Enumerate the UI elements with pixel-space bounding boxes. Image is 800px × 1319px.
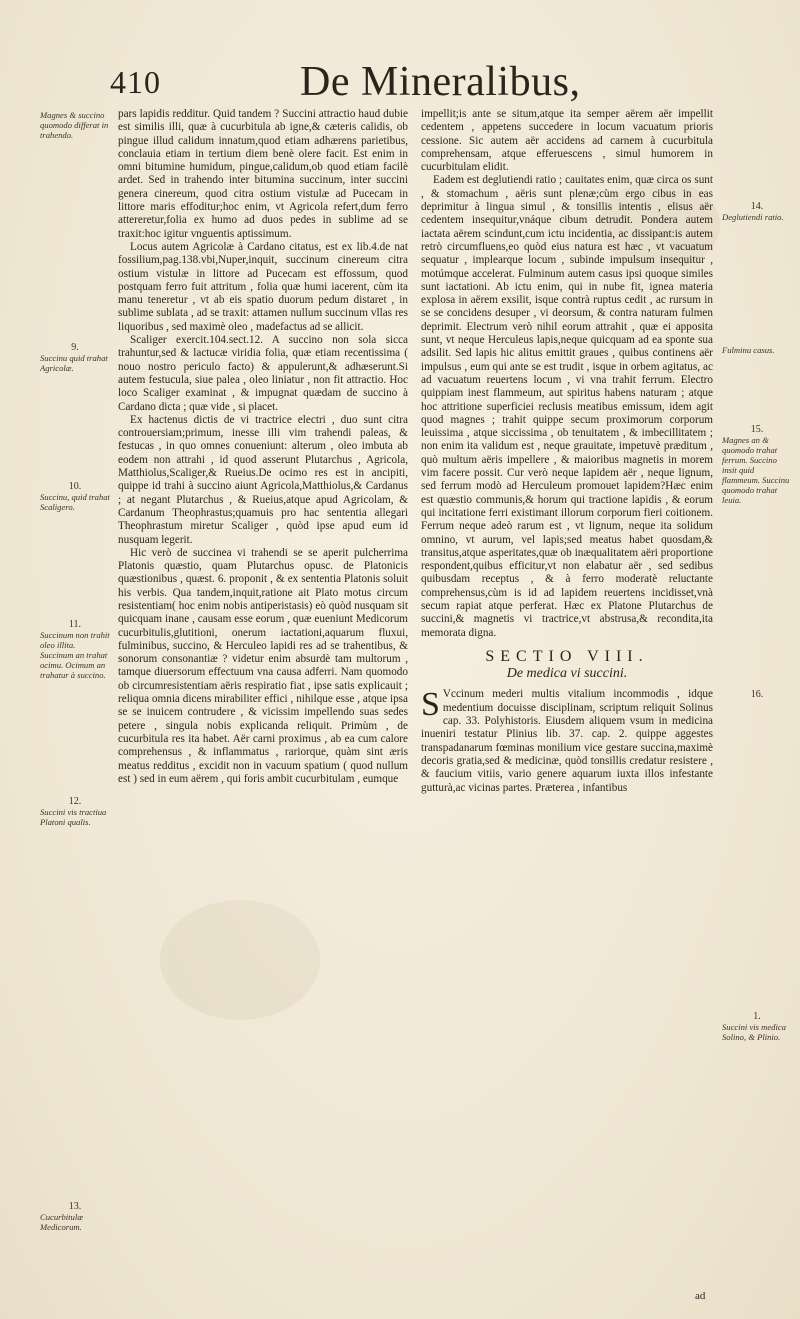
- margin-note: [722, 345, 792, 355]
- margin-note-number: 12.: [68, 796, 82, 807]
- margin-note-text: Succini vis medica Solino, & Plinio.: [722, 1022, 786, 1042]
- margin-note: [722, 425, 792, 505]
- margin-note-number: 9.: [71, 342, 79, 353]
- margin-note: [40, 797, 110, 827]
- margin-note-text: Magnes an & quomodo trahat ferrum. Succino insit quid flammeum. Succinu quomodo trahat leuia.: [722, 435, 790, 505]
- margin-note-text: Succinum non trahit oleo illita. Succinum an trahat ocimu. Ocimum an trahatur à succino.: [40, 630, 110, 680]
- margin-note-number: 14.: [750, 201, 764, 212]
- page-header: [110, 59, 710, 105]
- margin-note-text: Succini vis tractiua Platoni qualis.: [40, 807, 107, 827]
- margin-note-number: 16.: [750, 689, 764, 700]
- catchword: ad: [695, 1290, 706, 1302]
- margin-note: [722, 202, 792, 222]
- right-column: [421, 108, 713, 795]
- margin-note: [722, 1012, 792, 1042]
- paragraph: pars lapidis redditur. Quid tandem ? Succini attractio haud dubie est similis illi, quæ à cucurbitula ab igne,& cæteris calidis, ob pingue illud calidum innatum,quod etiam adhærens parietibus, conclauia etiam in tertium diem benè olere facit. Est enim in omni bitumine humidum, pingue,calidum,ob quod etiam facilè ardet. Sed in trahendo inter bitumina succinum, inter succini genera cinereum, quod citra ostium vistulæ ad Pucecam in littore maris effoditur;hoc enim, vt Agricola refert,dum ferro attereretur,folia ex humo ad duos pedes in sublime ad se traxit:hoc igitur vnguentis aptissimum.: [118, 108, 408, 240]
- margin-note-number: 15.: [750, 424, 764, 435]
- paragraph: Locus autem Agricolæ à Cardano citatus, est ex lib.4.de nat fossilium,pag.138.vbi,Nuper,inquit, succinum cinereum citra ostium vistulæ in littore ad Pucecam est effossum, quod postquam ferro fuit attritum , folia quæ humi iacerent, cùm ita manu teneretur , vt ab eis spatio duorum pedum distaret , in sublime sublata , ad se traxit: attamen nullum succinum vllas res liquoribus , sed maximè oleo , madefactus ad se allicit.: [118, 240, 408, 333]
- margin-note: [40, 343, 110, 373]
- margin-note-text: Succinu, quid trahat Scaligero.: [40, 492, 110, 512]
- margin-note-text: Fulminu casus.: [722, 345, 775, 355]
- margin-note-text: Magnes & succino quomodo differat in trahendo.: [40, 110, 109, 140]
- margin-note-number: 1.: [753, 1011, 761, 1022]
- margin-note: [40, 620, 110, 680]
- margin-note: [722, 690, 792, 700]
- running-title: De Mineralibus,: [300, 59, 581, 105]
- margin-note-number: 10.: [68, 481, 82, 492]
- section-subtitle: De medica vi succini.: [506, 666, 628, 682]
- paragraph: Ex hactenus dictis de vi tractrice electri , duo sunt citra controuersiam;primum, inesse illi vim trahendi paleas, & festucas , in quo omnes conueniunt: alterum , oleo imbuta ab eodem non attrahi , id quod asserunt Plutarchus , Agricola, Matthiolus,Scaliger,& Rueius.De ocimo res est in ancipiti, quippe id trahi à succino aiunt Agricola,Matthiolus,& Cardanus ; at negant Plutarchus , & Rueius,atque apud Agricolam, & Cardanum Theophrastus;quamuis pro hac sententia allegari Theophrastum miretur Scaliger , quòd ipse apud eum id nusquam legerit.: [118, 413, 408, 546]
- page-number: 410: [110, 64, 161, 100]
- paragraph: impellit;is ante se situm,atque ita semper aërem aër impellit cedentem , appetens succedere in locum vacuatum prioris cessione. Sic autem aër accidens ad carnem à cucurbitula comprehensam, atque efferuescens , simul humorem in cucurbitulam elidit.: [421, 108, 713, 174]
- paragraph: Scaliger exercit.104.sect.12. A succino non sola sicca trahuntur,sed & lactucæ viridia folia, quæ etiam recentissima ( nouo nostro periculo facto) & appulerunt,& adhæserunt.Si autem festucula, siue palea , oleo liniatur , non fit attractio. Hoc loco Scaliger examinat , & impugnat quædam de succino à Cardano dicta ; quæ vide , si placet.: [118, 334, 408, 413]
- section-paragraph: [421, 688, 713, 794]
- paragraph: Hic verò de succinea vi trahendi se se aperit pulcherrima Platonis quæstio, quam Plutarchus opusc. de Platonicis quæstionibus , quæst. 6. proponit , & ex sententia Platonis soluit his verbis. Qua tandem,inquit,ratione ait Plato motus circum resistentiam( hoc enim nobis antiperistasis) eò quòd nusquam sit quicquam inane , causam esse eorum , quæ eueniunt Medicorum cucurbitulis,glutitioni, onerum iactationi,aquarum fluxui, fulminibus, succino, & Herculeo lapidi res ad se trahentibus, & sonorum consonantiæ ? videtur enim absurdè tam multorum , tamque diuersorum effectuum vna causa adferri. Nam quomodo ob circumresistentiam aëris respiratio fiat , ipse satis explicauit ; reliqua omnia dicens mirabiliter effici , nihilque esse , atque ipsa se se inuicem contrudere , & vicissim impellendo suas sedes petere , singula nobis explicanda reliquit. Primùm , de cucurbitula res ita habet. Aër carni proximus , ab ea cum calore comprehensus , & inflammatus , rariorque, quàm sint æris meatus redditus , excidit non in vacuum spatium ( quod nullum est ) sed in eum aërem , qui foris ambit cucurbitulam , eumque: [118, 546, 408, 785]
- section-heading: SECTIO VIII.: [485, 647, 649, 665]
- margin-note-text: Succinu quid trahat Agricolæ.: [40, 353, 108, 373]
- margin-note-text: Cucurbitulæ Medicorum.: [40, 1212, 83, 1232]
- margin-note-number: 11.: [68, 619, 82, 630]
- margin-note: [40, 1202, 110, 1232]
- section-text: Vccinum mederi multis vitalium incommodis , idque medentium docuisse disciplinam, scriptum reliquit Solinus cap. 33. Polyhistoris. Eiusdem aliquem vsum in medicina inueniri testatur Plinius lib. 37. cap. 2. quippe aggestes transpadanarum fœminas monilium vice gestare succina,maximè decoris gratia,sed & medicinæ, quòd tonsillis credatur resistere , & faucium vitiis, vario genere aquarum iuxta illos infestante gutturà,ac vicinas partes. Præterea , infantibus: [421, 688, 713, 794]
- margin-note: [40, 482, 110, 512]
- drop-capital: S: [421, 686, 440, 724]
- paper-stain: [160, 900, 320, 1020]
- paragraph: Eadem est deglutiendi ratio ; cauitates enim, quæ circa os sunt , & stomachum , aëris sunt plenæ;cùm ergo cibus in eas deprimitur à lingua simul , & tonsillis intentis , elisus aër cedentem insequitur,vnáque cibum detrudit. Pondera autem iactata aërem scindunt,cum ictu incidentia, ac dissipant:is autem retrò circumfluens,eo quòd eius natura est hæc , vt vacuatum sequatur , implearque locum , subinde impulsum insequitur , motúmque accelerat. Fulminum autem casus ipsi quoque similes sunt iactationi. Ab ictu enim, qui in nube fit, ignea materia explosa in aërem exsilit, isque contrà ruptus cedit , ac rursum in se se concidens desuper , vi deorsum, & contra naturam fulmen deprimit. Electrum verò nihil eorum attrahit , quæ ei apposita sunt, vt neque Herculeus lapis,neque quicquam ad ea sponte sua adsilit. Sed lapis hic alitus emittit graues , quibus continens aër impulsus , eum qui ante se est trudit , isque in orbem agitatus, ac ad vacuatum reuertens locum , vi vna trahit ferrum. Electro quippiam inest flammeum, aut spiritus habens naturam ; atque hoc attritione superficiei reclusis meatibus emissum, idem agit quod magnes ; trahit quippe secum proximorum corporum leuissima , atque siccissima , ob tenuitatem , & imbecillitatem ; non enim ita validum est , neque grauitate, impetuvè præditum , quò multum aëris impellere , & maioribus magnetis in morem vim facere possit. Cur verò neque lapidem aër , neque lignum, sed ferrum modò ad Herculeum promouet lapidem?Hæc enim est quæstio communis,& horum qui tractione lapidis , & eorum qui incitatione ferri existimant illorum corporum fieri coitionem. Ferrum neque adeò rarum est , vt lignum, neque ita solidum omnino, vt aurum, vel lapis;sed meatus habet quosdam,& transitus,atque asperitates,quæ ob inæqualitatem aëri proportione respondent,quibus efficitur,vt non elabatur aër , sed sedibus quibusdam receptus , & à ferro moderatè reluctante comprehensus,cùm is id ad lapidem reuertens incidisset,vnà secum rapiat atque perferat. Hæc ex Platone Plutarchus de succini,& magnetis vi tractrice,vt abstrusa,& recondita,ita memorata digna.: [421, 174, 713, 639]
- margin-note: [40, 110, 110, 140]
- margin-note-text: Deglutiendi ratio.: [722, 212, 784, 222]
- margin-note-number: 13.: [68, 1201, 82, 1212]
- left-column: [118, 108, 408, 786]
